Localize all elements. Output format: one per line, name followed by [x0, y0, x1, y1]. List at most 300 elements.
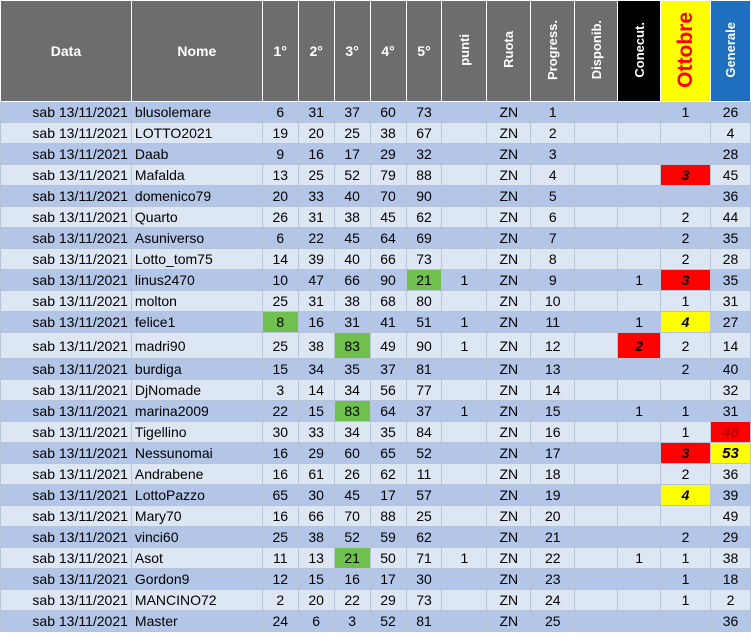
- cell-n3[interactable]: 21: [334, 548, 370, 569]
- cell-ottobre[interactable]: 3: [661, 165, 711, 186]
- cell-nome[interactable]: Daab: [131, 144, 262, 165]
- cell-n3[interactable]: 31: [334, 312, 370, 333]
- cell-progress[interactable]: 7: [531, 228, 575, 249]
- cell-data[interactable]: sab 13/11/2021: [1, 590, 132, 611]
- cell-n5[interactable]: 52: [406, 443, 442, 464]
- cell-n3[interactable]: 66: [334, 270, 370, 291]
- cell-n4[interactable]: 49: [370, 333, 406, 359]
- cell-progress[interactable]: 21: [531, 527, 575, 548]
- cell-conecut[interactable]: 1: [618, 312, 661, 333]
- cell-data[interactable]: sab 13/11/2021: [1, 548, 132, 569]
- cell-punti[interactable]: [442, 228, 487, 249]
- cell-n2[interactable]: 31: [298, 291, 334, 312]
- cell-n2[interactable]: 13: [298, 548, 334, 569]
- cell-n5[interactable]: 71: [406, 548, 442, 569]
- cell-punti[interactable]: [442, 611, 487, 632]
- cell-n5[interactable]: 21: [406, 270, 442, 291]
- cell-ruota[interactable]: ZN: [487, 165, 531, 186]
- header-n1[interactable]: 1°: [262, 1, 298, 102]
- cell-n4[interactable]: 64: [370, 228, 406, 249]
- cell-disponib[interactable]: [575, 333, 618, 359]
- cell-n1[interactable]: 16: [262, 506, 298, 527]
- cell-generale[interactable]: 49: [710, 506, 750, 527]
- cell-n2[interactable]: 14: [298, 380, 334, 401]
- cell-n1[interactable]: 22: [262, 401, 298, 422]
- cell-disponib[interactable]: [575, 506, 618, 527]
- cell-n4[interactable]: 29: [370, 590, 406, 611]
- cell-ottobre[interactable]: 1: [661, 401, 711, 422]
- cell-ruota[interactable]: ZN: [487, 228, 531, 249]
- cell-n3[interactable]: 45: [334, 228, 370, 249]
- cell-nome[interactable]: molton: [131, 291, 262, 312]
- cell-generale[interactable]: 4: [710, 123, 750, 144]
- cell-n5[interactable]: 81: [406, 611, 442, 632]
- cell-nome[interactable]: MANCINO72: [131, 590, 262, 611]
- cell-progress[interactable]: 3: [531, 144, 575, 165]
- cell-n4[interactable]: 68: [370, 291, 406, 312]
- cell-punti[interactable]: [442, 443, 487, 464]
- cell-ottobre[interactable]: 2: [661, 527, 711, 548]
- cell-n3[interactable]: 60: [334, 443, 370, 464]
- cell-n2[interactable]: 30: [298, 485, 334, 506]
- cell-n2[interactable]: 15: [298, 569, 334, 590]
- cell-data[interactable]: sab 13/11/2021: [1, 291, 132, 312]
- cell-disponib[interactable]: [575, 207, 618, 228]
- cell-n1[interactable]: 10: [262, 270, 298, 291]
- cell-n3[interactable]: 52: [334, 165, 370, 186]
- cell-progress[interactable]: 12: [531, 333, 575, 359]
- cell-data[interactable]: sab 13/11/2021: [1, 443, 132, 464]
- cell-punti[interactable]: [442, 207, 487, 228]
- cell-conecut[interactable]: [618, 102, 661, 123]
- cell-nome[interactable]: madri90: [131, 333, 262, 359]
- cell-data[interactable]: sab 13/11/2021: [1, 333, 132, 359]
- cell-disponib[interactable]: [575, 464, 618, 485]
- cell-disponib[interactable]: [575, 569, 618, 590]
- cell-nome[interactable]: Tigellino: [131, 422, 262, 443]
- cell-conecut[interactable]: [618, 291, 661, 312]
- cell-n2[interactable]: 25: [298, 165, 334, 186]
- cell-conecut[interactable]: [618, 165, 661, 186]
- cell-ottobre[interactable]: 1: [661, 569, 711, 590]
- cell-n4[interactable]: 52: [370, 611, 406, 632]
- cell-disponib[interactable]: [575, 144, 618, 165]
- cell-generale[interactable]: 35: [710, 228, 750, 249]
- cell-nome[interactable]: LOTTO2021: [131, 123, 262, 144]
- cell-n5[interactable]: 67: [406, 123, 442, 144]
- cell-n4[interactable]: 64: [370, 401, 406, 422]
- cell-n1[interactable]: 13: [262, 165, 298, 186]
- cell-punti[interactable]: [442, 485, 487, 506]
- cell-n3[interactable]: 34: [334, 380, 370, 401]
- cell-ottobre[interactable]: 2: [661, 249, 711, 270]
- cell-progress[interactable]: 16: [531, 422, 575, 443]
- cell-n5[interactable]: 57: [406, 485, 442, 506]
- cell-n1[interactable]: 16: [262, 464, 298, 485]
- cell-ruota[interactable]: ZN: [487, 123, 531, 144]
- cell-generale[interactable]: 2: [710, 590, 750, 611]
- cell-generale[interactable]: 26: [710, 102, 750, 123]
- cell-data[interactable]: sab 13/11/2021: [1, 422, 132, 443]
- cell-ottobre[interactable]: 3: [661, 270, 711, 291]
- cell-n1[interactable]: 15: [262, 359, 298, 380]
- cell-n2[interactable]: 16: [298, 312, 334, 333]
- cell-n4[interactable]: 65: [370, 443, 406, 464]
- header-conecut[interactable]: [618, 1, 661, 102]
- cell-nome[interactable]: domenico79: [131, 186, 262, 207]
- cell-conecut[interactable]: 1: [618, 401, 661, 422]
- cell-punti[interactable]: [442, 165, 487, 186]
- cell-punti[interactable]: [442, 102, 487, 123]
- cell-n2[interactable]: 38: [298, 527, 334, 548]
- cell-nome[interactable]: marina2009: [131, 401, 262, 422]
- cell-ruota[interactable]: ZN: [487, 291, 531, 312]
- cell-punti[interactable]: 1: [442, 312, 487, 333]
- cell-disponib[interactable]: [575, 380, 618, 401]
- cell-n5[interactable]: 62: [406, 207, 442, 228]
- cell-ottobre[interactable]: 1: [661, 422, 711, 443]
- cell-generale[interactable]: 36: [710, 186, 750, 207]
- cell-n2[interactable]: 16: [298, 144, 334, 165]
- cell-n2[interactable]: 47: [298, 270, 334, 291]
- cell-conecut[interactable]: [618, 380, 661, 401]
- cell-punti[interactable]: [442, 291, 487, 312]
- cell-n3[interactable]: 3: [334, 611, 370, 632]
- cell-disponib[interactable]: [575, 401, 618, 422]
- cell-n4[interactable]: 62: [370, 464, 406, 485]
- cell-progress[interactable]: 24: [531, 590, 575, 611]
- cell-data[interactable]: sab 13/11/2021: [1, 228, 132, 249]
- cell-disponib[interactable]: [575, 228, 618, 249]
- cell-n1[interactable]: 3: [262, 380, 298, 401]
- cell-progress[interactable]: 13: [531, 359, 575, 380]
- header-ottobre[interactable]: [661, 1, 711, 102]
- cell-conecut[interactable]: [618, 527, 661, 548]
- cell-n4[interactable]: 17: [370, 569, 406, 590]
- cell-ruota[interactable]: ZN: [487, 333, 531, 359]
- cell-disponib[interactable]: [575, 312, 618, 333]
- cell-n4[interactable]: 50: [370, 548, 406, 569]
- cell-generale[interactable]: 36: [710, 611, 750, 632]
- cell-data[interactable]: sab 13/11/2021: [1, 165, 132, 186]
- cell-progress[interactable]: 9: [531, 270, 575, 291]
- cell-n4[interactable]: 37: [370, 359, 406, 380]
- cell-n1[interactable]: 20: [262, 186, 298, 207]
- cell-ottobre[interactable]: 1: [661, 548, 711, 569]
- cell-n5[interactable]: 80: [406, 291, 442, 312]
- cell-n3[interactable]: 22: [334, 590, 370, 611]
- cell-punti[interactable]: [442, 123, 487, 144]
- cell-generale[interactable]: 31: [710, 291, 750, 312]
- cell-generale[interactable]: 40: [710, 359, 750, 380]
- header-generale[interactable]: [710, 1, 750, 102]
- cell-ruota[interactable]: ZN: [487, 380, 531, 401]
- cell-nome[interactable]: Gordon9: [131, 569, 262, 590]
- cell-data[interactable]: sab 13/11/2021: [1, 380, 132, 401]
- cell-n4[interactable]: 70: [370, 186, 406, 207]
- cell-n1[interactable]: 8: [262, 312, 298, 333]
- cell-punti[interactable]: [442, 380, 487, 401]
- cell-generale[interactable]: 14: [710, 333, 750, 359]
- cell-n5[interactable]: 25: [406, 506, 442, 527]
- cell-generale[interactable]: 29: [710, 527, 750, 548]
- cell-ottobre[interactable]: 1: [661, 291, 711, 312]
- cell-n2[interactable]: 33: [298, 422, 334, 443]
- cell-ruota[interactable]: ZN: [487, 548, 531, 569]
- cell-n3[interactable]: 52: [334, 527, 370, 548]
- cell-generale[interactable]: 45: [710, 165, 750, 186]
- cell-ottobre[interactable]: 4: [661, 485, 711, 506]
- header-disponib[interactable]: [575, 1, 618, 102]
- cell-ottobre[interactable]: [661, 144, 711, 165]
- cell-conecut[interactable]: [618, 485, 661, 506]
- cell-punti[interactable]: [442, 506, 487, 527]
- header-nome[interactable]: Nome: [131, 1, 262, 102]
- cell-conecut[interactable]: [618, 590, 661, 611]
- cell-disponib[interactable]: [575, 249, 618, 270]
- cell-nome[interactable]: Asot: [131, 548, 262, 569]
- cell-n2[interactable]: 6: [298, 611, 334, 632]
- cell-conecut[interactable]: [618, 228, 661, 249]
- cell-n3[interactable]: 83: [334, 401, 370, 422]
- header-ruota[interactable]: [487, 1, 531, 102]
- header-punti[interactable]: [442, 1, 487, 102]
- cell-ruota[interactable]: ZN: [487, 186, 531, 207]
- cell-ottobre[interactable]: 4: [661, 312, 711, 333]
- cell-nome[interactable]: DjNomade: [131, 380, 262, 401]
- cell-conecut[interactable]: [618, 422, 661, 443]
- cell-n5[interactable]: 32: [406, 144, 442, 165]
- cell-ottobre[interactable]: 2: [661, 333, 711, 359]
- cell-ruota[interactable]: ZN: [487, 359, 531, 380]
- cell-n4[interactable]: 29: [370, 144, 406, 165]
- cell-conecut[interactable]: [618, 569, 661, 590]
- cell-conecut[interactable]: [618, 611, 661, 632]
- cell-ottobre[interactable]: 2: [661, 464, 711, 485]
- cell-n1[interactable]: 65: [262, 485, 298, 506]
- cell-ruota[interactable]: ZN: [487, 207, 531, 228]
- cell-n2[interactable]: 38: [298, 333, 334, 359]
- cell-punti[interactable]: [442, 144, 487, 165]
- cell-progress[interactable]: 6: [531, 207, 575, 228]
- cell-generale[interactable]: 31: [710, 401, 750, 422]
- cell-data[interactable]: sab 13/11/2021: [1, 611, 132, 632]
- cell-n3[interactable]: 25: [334, 123, 370, 144]
- cell-progress[interactable]: 23: [531, 569, 575, 590]
- cell-disponib[interactable]: [575, 443, 618, 464]
- cell-ottobre[interactable]: [661, 380, 711, 401]
- cell-disponib[interactable]: [575, 485, 618, 506]
- cell-data[interactable]: sab 13/11/2021: [1, 569, 132, 590]
- cell-conecut[interactable]: [618, 359, 661, 380]
- cell-n2[interactable]: 66: [298, 506, 334, 527]
- cell-ottobre[interactable]: [661, 186, 711, 207]
- cell-punti[interactable]: 1: [442, 548, 487, 569]
- cell-disponib[interactable]: [575, 590, 618, 611]
- cell-n5[interactable]: 90: [406, 333, 442, 359]
- cell-ottobre[interactable]: 2: [661, 207, 711, 228]
- cell-ottobre[interactable]: 2: [661, 359, 711, 380]
- cell-progress[interactable]: 8: [531, 249, 575, 270]
- cell-n5[interactable]: 73: [406, 249, 442, 270]
- cell-data[interactable]: sab 13/11/2021: [1, 123, 132, 144]
- cell-conecut[interactable]: [618, 207, 661, 228]
- cell-n5[interactable]: 51: [406, 312, 442, 333]
- cell-n2[interactable]: 61: [298, 464, 334, 485]
- cell-n3[interactable]: 16: [334, 569, 370, 590]
- cell-n4[interactable]: 90: [370, 270, 406, 291]
- cell-data[interactable]: sab 13/11/2021: [1, 485, 132, 506]
- cell-conecut[interactable]: [618, 186, 661, 207]
- cell-data[interactable]: sab 13/11/2021: [1, 401, 132, 422]
- cell-n4[interactable]: 59: [370, 527, 406, 548]
- header-data[interactable]: Data: [1, 1, 132, 102]
- cell-n2[interactable]: 20: [298, 123, 334, 144]
- cell-disponib[interactable]: [575, 422, 618, 443]
- header-n4[interactable]: 4°: [370, 1, 406, 102]
- cell-punti[interactable]: [442, 359, 487, 380]
- cell-n4[interactable]: 66: [370, 249, 406, 270]
- cell-n1[interactable]: 11: [262, 548, 298, 569]
- cell-n5[interactable]: 90: [406, 186, 442, 207]
- cell-nome[interactable]: blusolemare: [131, 102, 262, 123]
- cell-n1[interactable]: 25: [262, 527, 298, 548]
- header-n2[interactable]: 2°: [298, 1, 334, 102]
- cell-n1[interactable]: 25: [262, 333, 298, 359]
- cell-generale[interactable]: 35: [710, 270, 750, 291]
- cell-conecut[interactable]: [618, 249, 661, 270]
- cell-n5[interactable]: 30: [406, 569, 442, 590]
- cell-disponib[interactable]: [575, 527, 618, 548]
- cell-nome[interactable]: Mafalda: [131, 165, 262, 186]
- cell-n1[interactable]: 19: [262, 123, 298, 144]
- cell-disponib[interactable]: [575, 270, 618, 291]
- cell-progress[interactable]: 18: [531, 464, 575, 485]
- cell-punti[interactable]: [442, 249, 487, 270]
- cell-data[interactable]: sab 13/11/2021: [1, 312, 132, 333]
- cell-ottobre[interactable]: 1: [661, 590, 711, 611]
- cell-n1[interactable]: 6: [262, 228, 298, 249]
- cell-disponib[interactable]: [575, 123, 618, 144]
- cell-ruota[interactable]: ZN: [487, 312, 531, 333]
- cell-ruota[interactable]: ZN: [487, 249, 531, 270]
- cell-nome[interactable]: burdiga: [131, 359, 262, 380]
- cell-data[interactable]: sab 13/11/2021: [1, 207, 132, 228]
- cell-ruota[interactable]: ZN: [487, 401, 531, 422]
- cell-data[interactable]: sab 13/11/2021: [1, 270, 132, 291]
- cell-progress[interactable]: 4: [531, 165, 575, 186]
- cell-punti[interactable]: [442, 590, 487, 611]
- cell-n5[interactable]: 73: [406, 590, 442, 611]
- cell-ruota[interactable]: ZN: [487, 611, 531, 632]
- cell-nome[interactable]: Mary70: [131, 506, 262, 527]
- cell-progress[interactable]: 25: [531, 611, 575, 632]
- cell-disponib[interactable]: [575, 291, 618, 312]
- cell-generale[interactable]: 28: [710, 249, 750, 270]
- cell-n5[interactable]: 62: [406, 527, 442, 548]
- cell-ottobre[interactable]: [661, 123, 711, 144]
- cell-punti[interactable]: [442, 422, 487, 443]
- cell-n1[interactable]: 26: [262, 207, 298, 228]
- cell-nome[interactable]: Nessunomai: [131, 443, 262, 464]
- cell-n5[interactable]: 77: [406, 380, 442, 401]
- cell-progress[interactable]: 1: [531, 102, 575, 123]
- cell-n3[interactable]: 34: [334, 422, 370, 443]
- cell-punti[interactable]: [442, 527, 487, 548]
- cell-nome[interactable]: Master: [131, 611, 262, 632]
- cell-generale[interactable]: 48: [710, 422, 750, 443]
- cell-ruota[interactable]: ZN: [487, 527, 531, 548]
- cell-data[interactable]: sab 13/11/2021: [1, 249, 132, 270]
- cell-n3[interactable]: 83: [334, 333, 370, 359]
- cell-generale[interactable]: 27: [710, 312, 750, 333]
- cell-disponib[interactable]: [575, 359, 618, 380]
- cell-data[interactable]: sab 13/11/2021: [1, 527, 132, 548]
- header-progress[interactable]: [531, 1, 575, 102]
- cell-ruota[interactable]: ZN: [487, 443, 531, 464]
- cell-n5[interactable]: 11: [406, 464, 442, 485]
- cell-ruota[interactable]: ZN: [487, 485, 531, 506]
- cell-n3[interactable]: 40: [334, 186, 370, 207]
- cell-progress[interactable]: 5: [531, 186, 575, 207]
- cell-punti[interactable]: 1: [442, 401, 487, 422]
- cell-n2[interactable]: 15: [298, 401, 334, 422]
- cell-n3[interactable]: 70: [334, 506, 370, 527]
- cell-data[interactable]: sab 13/11/2021: [1, 186, 132, 207]
- cell-generale[interactable]: 28: [710, 144, 750, 165]
- cell-disponib[interactable]: [575, 611, 618, 632]
- cell-punti[interactable]: [442, 186, 487, 207]
- cell-n4[interactable]: 56: [370, 380, 406, 401]
- cell-ottobre[interactable]: [661, 611, 711, 632]
- cell-nome[interactable]: Lotto_tom75: [131, 249, 262, 270]
- cell-n4[interactable]: 38: [370, 123, 406, 144]
- cell-n2[interactable]: 33: [298, 186, 334, 207]
- cell-ruota[interactable]: ZN: [487, 144, 531, 165]
- cell-n1[interactable]: 6: [262, 102, 298, 123]
- cell-ottobre[interactable]: [661, 506, 711, 527]
- cell-n1[interactable]: 16: [262, 443, 298, 464]
- cell-ruota[interactable]: ZN: [487, 102, 531, 123]
- cell-nome[interactable]: Asuniverso: [131, 228, 262, 249]
- cell-nome[interactable]: felice1: [131, 312, 262, 333]
- cell-progress[interactable]: 22: [531, 548, 575, 569]
- cell-ottobre[interactable]: 1: [661, 102, 711, 123]
- cell-progress[interactable]: 15: [531, 401, 575, 422]
- cell-conecut[interactable]: [618, 123, 661, 144]
- cell-data[interactable]: sab 13/11/2021: [1, 144, 132, 165]
- cell-n3[interactable]: 38: [334, 207, 370, 228]
- cell-nome[interactable]: Andrabene: [131, 464, 262, 485]
- cell-progress[interactable]: 17: [531, 443, 575, 464]
- cell-nome[interactable]: vinci60: [131, 527, 262, 548]
- cell-progress[interactable]: 19: [531, 485, 575, 506]
- cell-generale[interactable]: 38: [710, 548, 750, 569]
- cell-n3[interactable]: 17: [334, 144, 370, 165]
- cell-generale[interactable]: 44: [710, 207, 750, 228]
- cell-ruota[interactable]: ZN: [487, 270, 531, 291]
- cell-n4[interactable]: 88: [370, 506, 406, 527]
- cell-data[interactable]: sab 13/11/2021: [1, 464, 132, 485]
- cell-conecut[interactable]: 1: [618, 548, 661, 569]
- cell-punti[interactable]: [442, 569, 487, 590]
- header-n3[interactable]: 3°: [334, 1, 370, 102]
- cell-n1[interactable]: 24: [262, 611, 298, 632]
- cell-n3[interactable]: 26: [334, 464, 370, 485]
- cell-n1[interactable]: 25: [262, 291, 298, 312]
- cell-n2[interactable]: 20: [298, 590, 334, 611]
- cell-conecut[interactable]: [618, 443, 661, 464]
